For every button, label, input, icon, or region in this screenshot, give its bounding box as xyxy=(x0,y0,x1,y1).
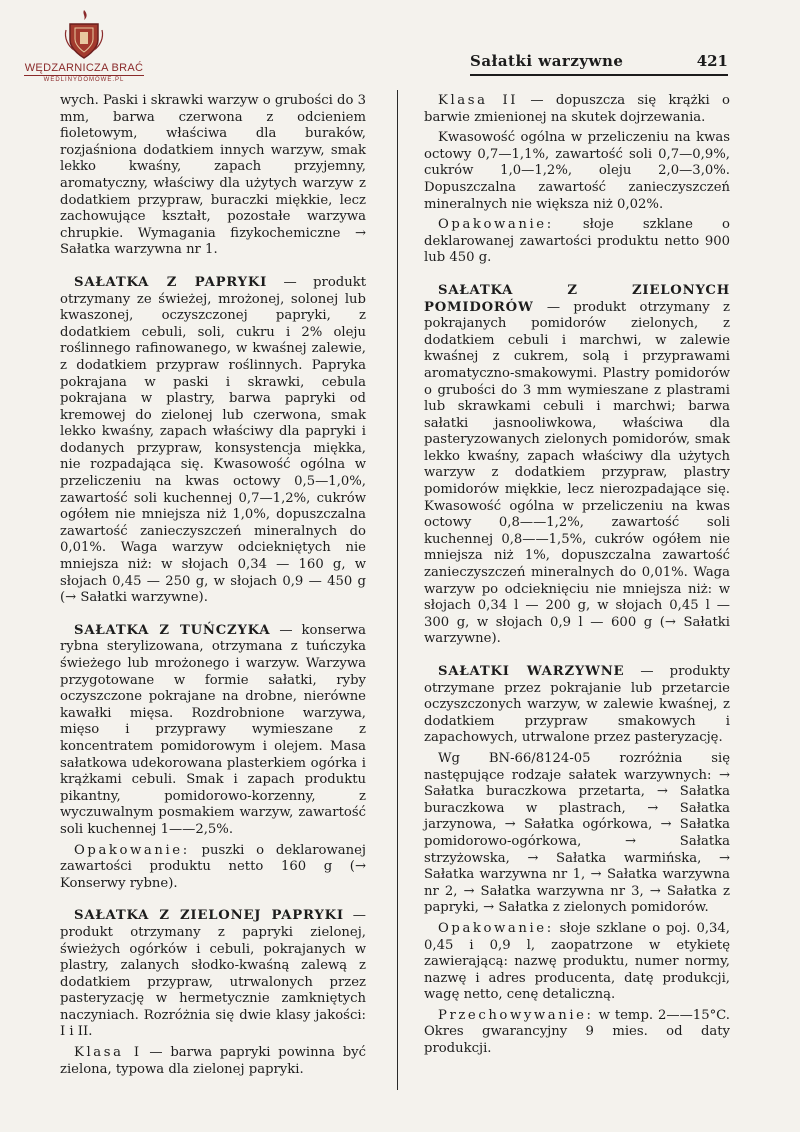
class-text: — barwa papryki powinna być zielona, typowa dla zielonej papryki. xyxy=(60,1045,366,1077)
section-title: Sałatki warzywne xyxy=(470,52,624,70)
class-one-paragraph xyxy=(60,1045,366,1078)
entry-body: — produkt otrzymany ze świeżej, mrożonej, solonej lub kwaszonej, oczyszczonej papryki, z dodatkiem cebuli, soli, cukru i 2% oleju roślinnego rafinowanego, w kwaśnej zalewie, z dodatkiem przypraw roślinnych. Papryka pokrajana w paski i skrawki, cebula pokrajana w plastry, barwa papryki od kremowej do zielonej lub czerwona, smak lekko kwaśny, zapach właściwy dla papryki i dodanych przypraw, konsystencja miękka, nie rozpadająca się. Kwasowość ogólna w przeliczeniu na kwas octowy 0,5—1,0%, zawartość soli kuchennej 0,7—1,2%, cukrów ogółem nie mniejsza niż 1,0%, dopuszczalna zawartość zanieczyszczeń mineralnych do 0,01%. Waga warzyw odciekniętych nie mniejsza niż: w słojach 0,34 — 160 g, w słojach 0,45 — 250 g, w słojach 0,9 — 450 g (→ Sałatki warzywne). xyxy=(60,274,367,606)
entry-body: — konserwa rybna sterylizowana, otrzymana z tuńczyka świeżego lub mrożonego i warzyw. Warzywa przygotowane w formie sałatki, ryby oczyszczone pokrajane na drobne, nierówne kawałki mięsa. Rozdrobnione warzywa, mięso i przyprawy wymieszane z koncentratem pomidorowym i olejem. Masa sałatkowa udekorowana plasterkiem ogórka i krążkami cebuli. Smak i zapach produktu pikantny, pomidorowo-korzenny, z wyczuwalnym posmakiem warzyw, zawartość soli kuchennej 1——2,5%. xyxy=(60,622,366,837)
packaging-text: słoje szklane o deklarowanej zawartości produktu netto 900 lub 450 g. xyxy=(424,217,730,266)
class-label: Klasa II xyxy=(438,93,519,108)
entry-salatka-z-papryki xyxy=(60,275,366,607)
standard-types-paragraph: Wg BN-66/8124-05 rozróżnia się następujące rodzaje sałatek warzywnych: → Sałatka buraczkowa przetarta, → Sałatka buraczkowa w plastrach, → Sałatka jarzynowa, → Sałatka ogórkowa, → Sałatka pomidorowo-ogórkowa, → Sałatka strzyżowska, → Sałatka warmińska, → Sałatka warzywna nr 1, → Sałatka warzywna nr 2, → Sałatka warzywna nr 3, → Sałatka z papryki, → Sałatka z zielonych pomidorów. xyxy=(424,750,730,916)
entry-heading: SAŁATKA Z ZIELONEJ PAPRYKI xyxy=(74,908,344,924)
left-column xyxy=(60,93,366,1078)
packaging-label: Opakowanie: xyxy=(74,842,190,858)
crest-icon xyxy=(62,8,106,60)
entry-salatka-z-zielonej-papryki xyxy=(60,908,366,1041)
packaging-text: puszki o deklarowanej zawartości produktu netto 160 g (→ Konserwy rybne). xyxy=(60,842,366,891)
paragraph-continuation: wych. Paski i skrawki warzyw o grubości do 3 mm, barwa czerwona z odcieniem fioletowym, właściwa dla buraków, rozjaśniona dodatkiem innych warzyw, smak lekko kwaśny, zapach przyjemny, aromatyczny, właściwy dla użytych warzyw z dodatkiem przypraw, buraczki miękkie, lecz zachowujące kształt, pozostałe warzywa chrupkie. Wymagania fizykochemiczne → Sałatka warzywna nr 1. xyxy=(60,93,366,258)
page-header xyxy=(470,52,728,76)
entry-heading: SAŁATKA Z TUŃCZYKA xyxy=(74,622,271,638)
entry-salatki-warzywne xyxy=(424,664,730,747)
class-text: — dopuszcza się krążki o barwie zmienionej na skutek dojrzewania. xyxy=(424,93,730,125)
packaging-label: Opakowanie: xyxy=(438,217,554,233)
entry-heading: SAŁATKI WARZYWNE xyxy=(438,664,625,679)
right-column xyxy=(424,93,730,1058)
page-number: 421 xyxy=(696,52,728,70)
logo-title: WĘDZARNICZA BRAĆ xyxy=(24,62,144,74)
storage-text: w temp. 2——15°C. Okres gwarancyjny 9 mies. od daty produkcji. xyxy=(424,1007,730,1057)
publisher-logo xyxy=(18,8,150,98)
storage-label: Przechowywanie: xyxy=(438,1007,594,1023)
entry-body: — produkty otrzymane przez pokrajanie lub przetarcie oczyszczonych warzyw, w zalewie kwaśnej, z dodatkiem przypraw smakowych i zapachowych, utrwalone przez pasteryzację. xyxy=(424,664,730,746)
storage-paragraph xyxy=(424,1008,730,1058)
entry-salatka-z-zielonych-pomidorow xyxy=(424,283,730,648)
packaging-paragraph xyxy=(424,217,730,267)
packaging-paragraph xyxy=(60,843,366,893)
logo-url: WEDLINYDOMOWE.PL xyxy=(43,77,125,83)
class-two-paragraph xyxy=(424,93,730,126)
entry-heading: SAŁATKA Z PAPRYKI xyxy=(74,274,268,290)
entry-salatka-z-tunczyka xyxy=(60,623,366,839)
entry-heading: SAŁATKA Z ZIELONYCH POMIDORÓW xyxy=(424,282,730,315)
acidity-paragraph: Kwasowość ogólna w przeliczeniu na kwas octowy 0,7—1,1%, zawartość soli 0,7—0,9%, cukrów 1,0—1,2%, oleju 2,0—3,0%. Dopuszczalna zawartość zanieczyszczeń mineralnych nie większa niż 0,02%. xyxy=(424,130,730,212)
entry-body: — produkt otrzymany z papryki zielonej, świeżych ogórków i cebuli, pokrajanych w plastry, zalanych słodko-kwaśną zalewą z dodatkiem przypraw, utrwalonych przez pasteryzację w hermetycznie zamkniętych naczyniach. Rozróżnia się dwie klasy jakości: I i II. xyxy=(60,908,366,1040)
column-divider xyxy=(397,90,398,1090)
packaging-label: Opakowanie: xyxy=(438,920,554,936)
entry-body: — produkt otrzymany z pokrajanych pomidorów zielonych, z dodatkiem cebuli i marchwi, w zalewie kwaśnej z cukrem, solą i przyprawami aromatyczno-smakowymi. Plastry pomidorów o grubości do 3 mm wymieszane z plastrami lub skrawkami cebuli i marchwi; barwa sałatki jasnooliwkowa, właściwa dla pasteryzowanych zielonych pomidorów, smak lekko kwaśny, zapach właściwy dla użytych warzyw z dodatkiem przypraw, plastry pomidorów miękkie, lecz nierozpadające się. Kwasowość ogólna w przeliczeniu na kwas octowy 0,8——1,2%, zawartość soli kuchennej 0,8——1,5%, cukrów ogółem nie mniejsza niż 1%, dopuszczalna zawartość zanieczyszczeń mineralnych do 0,01%. Waga warzyw po odcieknięciu nie mniejsza niż: w słojach 0,34 l — 200 g, w słojach 0,45 l — 300 g, w słojach 0,9 l — 600 g (→ Sałatki warzywne). xyxy=(424,299,730,647)
packaging-text: słoje szklane o poj. 0,34, 0,45 i 0,9 l, zaopatrzone w etykietę zawierającą: nazwę produktu, numer normy, nazwę i adres producenta, datę produkcji, wagę netto, cenę detaliczną. xyxy=(424,920,730,1003)
class-label: Klasa I xyxy=(74,1045,142,1061)
packaging-paragraph xyxy=(424,921,730,1004)
